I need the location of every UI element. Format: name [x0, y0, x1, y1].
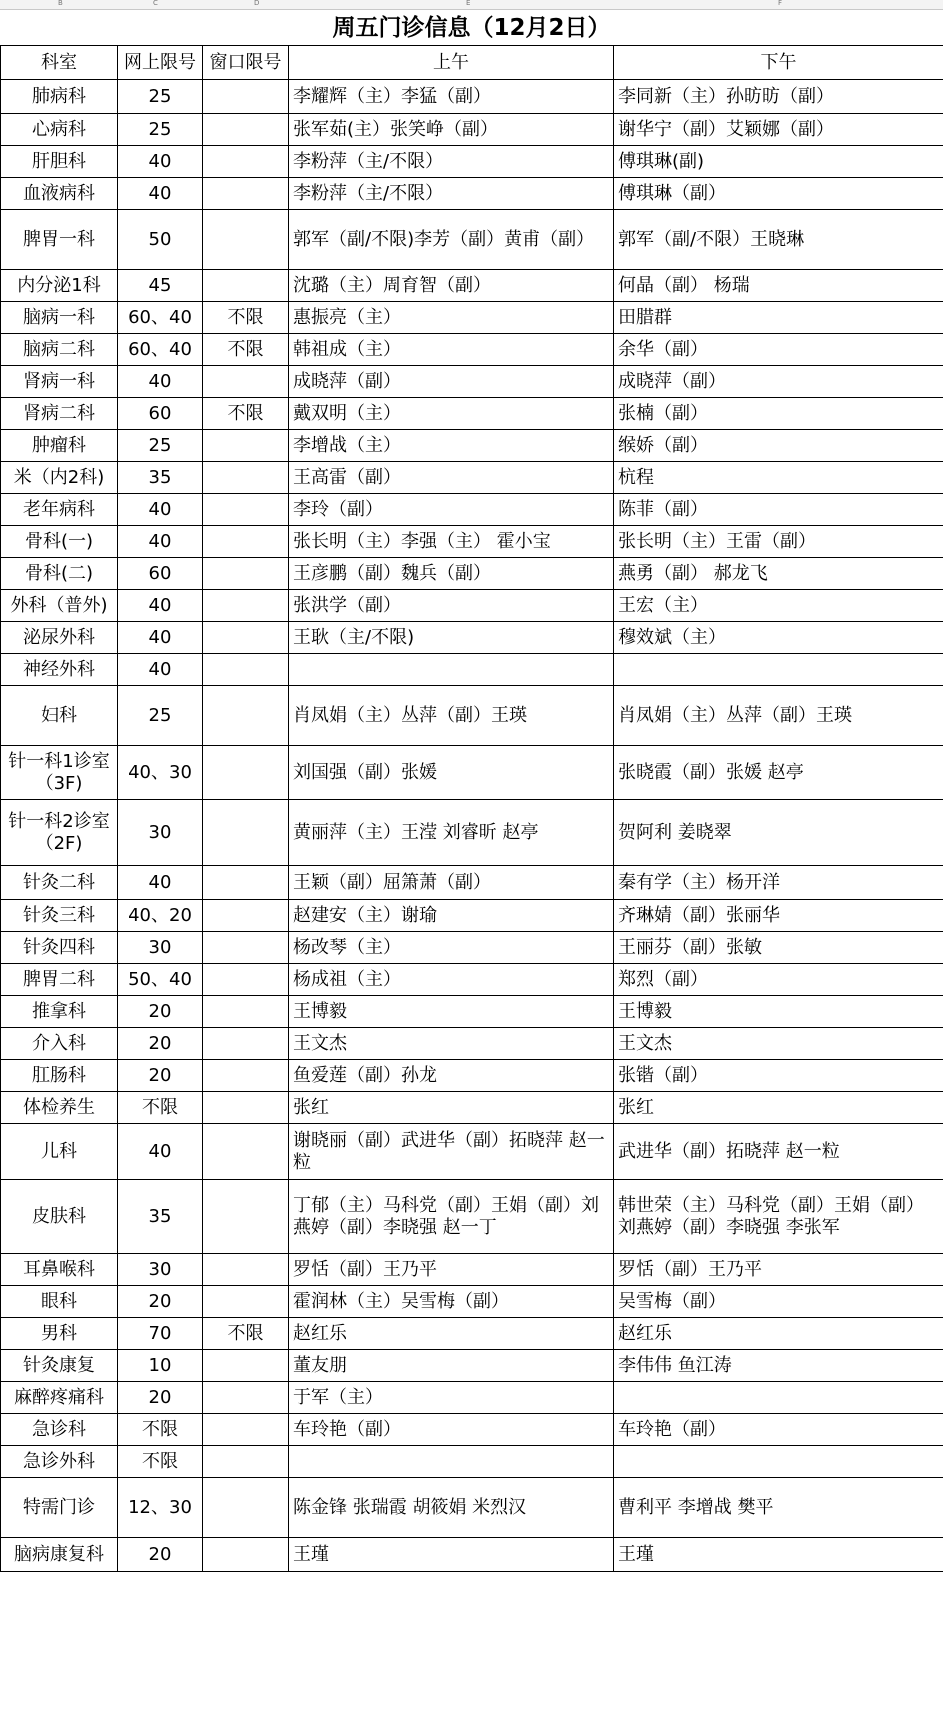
cell-window-limit[interactable]: [203, 1350, 289, 1382]
cell-afternoon[interactable]: 车玲艳（副）: [614, 1414, 943, 1446]
cell-afternoon[interactable]: 张晓霞（副）张媛 赵亭: [614, 746, 943, 800]
cell-online-limit[interactable]: 25: [118, 430, 203, 462]
cell-window-limit[interactable]: [203, 270, 289, 302]
cell-morning[interactable]: 车玲艳（副）: [289, 1414, 614, 1446]
cell-department[interactable]: 针一科2诊室（2F): [1, 800, 118, 866]
cell-morning[interactable]: 黄丽萍（主）王滢 刘睿昕 赵亭: [289, 800, 614, 866]
cell-department[interactable]: 针灸四科: [1, 932, 118, 964]
cell-online-limit[interactable]: 40: [118, 366, 203, 398]
cell-afternoon[interactable]: 张楠（副）: [614, 398, 943, 430]
table-row: [1, 1538, 943, 1572]
cell-department[interactable]: 老年病科: [1, 494, 118, 526]
cell-afternoon[interactable]: 燕勇（副） 郝龙飞: [614, 558, 943, 590]
cell-department[interactable]: 内分泌1科: [1, 270, 118, 302]
cell-afternoon[interactable]: 郭军（副/不限）王晓琳: [614, 210, 943, 270]
cell-window-limit[interactable]: [203, 494, 289, 526]
cell-afternoon[interactable]: 韩世荣（主）马科党（副）王娟（副）刘燕婷（副）李晓强 李张军: [614, 1180, 943, 1254]
cell-department[interactable]: 眼科: [1, 1286, 118, 1318]
cell-afternoon[interactable]: 贺阿利 姜晓翠: [614, 800, 943, 866]
table-row: [1, 590, 943, 622]
cell-window-limit[interactable]: [203, 1254, 289, 1286]
table-row: [1, 270, 943, 302]
cell-afternoon[interactable]: 傅琪琳（副）: [614, 178, 943, 210]
cell-afternoon[interactable]: 李伟伟 鱼江涛: [614, 1350, 943, 1382]
cell-department[interactable]: 介入科: [1, 1028, 118, 1060]
column-letter[interactable]: C: [153, 0, 158, 7]
cell-afternoon[interactable]: 谢华宁（副）艾颖娜（副）: [614, 114, 943, 146]
cell-window-limit[interactable]: 不限: [203, 398, 289, 430]
cell-window-limit[interactable]: [203, 1286, 289, 1318]
table-row: [1, 366, 943, 398]
cell-window-limit[interactable]: [203, 558, 289, 590]
cell-afternoon[interactable]: 田腊群: [614, 302, 943, 334]
cell-afternoon[interactable]: 武进华（副）拓晓萍 赵一粒: [614, 1124, 943, 1180]
cell-department[interactable]: 肿瘤科: [1, 430, 118, 462]
cell-online-limit[interactable]: 20: [118, 1538, 203, 1572]
cell-window-limit[interactable]: [203, 526, 289, 558]
cell-morning[interactable]: 王耿（主/不限): [289, 622, 614, 654]
cell-morning[interactable]: 李耀辉（主）李猛（副）: [289, 80, 614, 114]
table-row: [1, 494, 943, 526]
cell-department[interactable]: 针一科1诊室（3F): [1, 746, 118, 800]
cell-online-limit[interactable]: 40: [118, 494, 203, 526]
cell-window-limit[interactable]: 不限: [203, 1318, 289, 1350]
cell-morning[interactable]: 谢晓丽（副）武进华（副）拓晓萍 赵一粒: [289, 1124, 614, 1180]
cell-morning[interactable]: 张长明（主）李强（主） 霍小宝: [289, 526, 614, 558]
cell-afternoon[interactable]: 赵红乐: [614, 1318, 943, 1350]
table-row: [1, 1286, 943, 1318]
cell-morning[interactable]: 罗恬（副）王乃平: [289, 1254, 614, 1286]
cell-window-limit[interactable]: [203, 800, 289, 866]
cell-online-limit[interactable]: 20: [118, 1028, 203, 1060]
cell-morning[interactable]: 王彦鹏（副）魏兵（副）: [289, 558, 614, 590]
cell-morning[interactable]: 赵建安（主）谢瑜: [289, 900, 614, 932]
cell-department[interactable]: 肝胆科: [1, 146, 118, 178]
table-row: [1, 1414, 943, 1446]
cell-online-limit[interactable]: 不限: [118, 1446, 203, 1478]
cell-department[interactable]: 脑病康复科: [1, 1538, 118, 1572]
cell-window-limit[interactable]: [203, 654, 289, 686]
column-letter[interactable]: E: [466, 0, 471, 7]
cell-afternoon[interactable]: 余华（副）: [614, 334, 943, 366]
table-row: [1, 526, 943, 558]
column-letter[interactable]: F: [778, 0, 783, 7]
cell-afternoon[interactable]: 罗恬（副）王乃平: [614, 1254, 943, 1286]
cell-window-limit[interactable]: [203, 430, 289, 462]
cell-department[interactable]: 脾胃二科: [1, 964, 118, 996]
table-row: [1, 622, 943, 654]
table-row: [1, 1060, 943, 1092]
cell-morning[interactable]: 王文杰: [289, 1028, 614, 1060]
cell-online-limit[interactable]: 40: [118, 1124, 203, 1180]
cell-afternoon[interactable]: 傅琪琳(副): [614, 146, 943, 178]
table-row: [1, 302, 943, 334]
header-cell[interactable]: 窗口限号: [203, 46, 289, 80]
table-row: [1, 178, 943, 210]
cell-morning[interactable]: 李粉萍（主/不限）: [289, 146, 614, 178]
cell-morning[interactable]: [289, 1446, 614, 1478]
cell-online-limit[interactable]: 40: [118, 178, 203, 210]
cell-department[interactable]: 男科: [1, 1318, 118, 1350]
table-row: [1, 800, 943, 866]
cell-department[interactable]: 肺病科: [1, 80, 118, 114]
cell-morning[interactable]: 王瑾: [289, 1538, 614, 1572]
cell-afternoon[interactable]: [614, 1382, 943, 1414]
cell-afternoon[interactable]: 齐琳婧（副）张丽华: [614, 900, 943, 932]
cell-online-limit[interactable]: 30: [118, 932, 203, 964]
cell-online-limit[interactable]: 35: [118, 462, 203, 494]
cell-window-limit[interactable]: [203, 932, 289, 964]
cell-afternoon[interactable]: 王丽芬（副）张敏: [614, 932, 943, 964]
cell-afternoon[interactable]: 穆效斌（主）: [614, 622, 943, 654]
cell-afternoon[interactable]: 肖凤娟（主）丛萍（副）王瑛: [614, 686, 943, 746]
cell-online-limit[interactable]: 40: [118, 654, 203, 686]
cell-afternoon[interactable]: [614, 1446, 943, 1478]
table-row: [1, 334, 943, 366]
table-row: [1, 1180, 943, 1254]
cell-online-limit[interactable]: 10: [118, 1350, 203, 1382]
cell-window-limit[interactable]: [203, 366, 289, 398]
cell-department[interactable]: 急诊科: [1, 1414, 118, 1446]
cell-department[interactable]: 急诊外科: [1, 1446, 118, 1478]
cell-online-limit[interactable]: 40、30: [118, 746, 203, 800]
table-row: [1, 1092, 943, 1124]
cell-morning[interactable]: 董友朋: [289, 1350, 614, 1382]
cell-window-limit[interactable]: [203, 746, 289, 800]
cell-online-limit[interactable]: 20: [118, 1060, 203, 1092]
cell-window-limit[interactable]: [203, 622, 289, 654]
cell-department[interactable]: 外科（普外): [1, 590, 118, 622]
cell-online-limit[interactable]: 25: [118, 686, 203, 746]
table-row: [1, 866, 943, 900]
table-row: [1, 114, 943, 146]
table-row: [1, 146, 943, 178]
table-row: [1, 1446, 943, 1478]
cell-afternoon[interactable]: 张锴（副）: [614, 1060, 943, 1092]
cell-afternoon[interactable]: 成晓萍（副）: [614, 366, 943, 398]
cell-online-limit[interactable]: 25: [118, 114, 203, 146]
cell-window-limit[interactable]: [203, 1414, 289, 1446]
cell-afternoon[interactable]: 李同新（主）孙昉昉（副）: [614, 80, 943, 114]
cell-afternoon[interactable]: 张长明（主）王雷（副）: [614, 526, 943, 558]
cell-online-limit[interactable]: 不限: [118, 1092, 203, 1124]
cell-window-limit[interactable]: 不限: [203, 302, 289, 334]
cell-morning[interactable]: 王颖（副）屈箫萧（副）: [289, 866, 614, 900]
cell-afternoon[interactable]: 王瑾: [614, 1538, 943, 1572]
column-letter[interactable]: B: [58, 0, 63, 7]
cell-window-limit[interactable]: [203, 1028, 289, 1060]
cell-online-limit[interactable]: 40: [118, 866, 203, 900]
cell-online-limit[interactable]: 30: [118, 800, 203, 866]
table-row: [1, 80, 943, 114]
cell-morning[interactable]: 张红: [289, 1092, 614, 1124]
table-row: [1, 1382, 943, 1414]
cell-window-limit[interactable]: [203, 964, 289, 996]
column-letter[interactable]: D: [254, 0, 260, 7]
cell-window-limit[interactable]: [203, 1382, 289, 1414]
table-row: [1, 462, 943, 494]
cell-window-limit[interactable]: [203, 1060, 289, 1092]
cell-morning[interactable]: 刘国强（副）张媛: [289, 746, 614, 800]
cell-afternoon[interactable]: 王宏（主）: [614, 590, 943, 622]
cell-window-limit[interactable]: [203, 1446, 289, 1478]
table-row: [1, 932, 943, 964]
cell-afternoon[interactable]: 王博毅: [614, 996, 943, 1028]
cell-morning[interactable]: 韩祖成（主）: [289, 334, 614, 366]
cell-department[interactable]: 妇科: [1, 686, 118, 746]
cell-window-limit[interactable]: [203, 462, 289, 494]
cell-morning[interactable]: 王高雷（副）: [289, 462, 614, 494]
cell-online-limit[interactable]: 60、40: [118, 302, 203, 334]
header-cell[interactable]: 网上限号: [118, 46, 203, 80]
table-row: [1, 210, 943, 270]
cell-afternoon[interactable]: 张红: [614, 1092, 943, 1124]
table-row: [1, 654, 943, 686]
header-cell[interactable]: 科室: [1, 46, 118, 80]
cell-morning[interactable]: 惠振亮（主）: [289, 302, 614, 334]
cell-morning[interactable]: [289, 654, 614, 686]
cell-department[interactable]: 脾胃一科: [1, 210, 118, 270]
cell-online-limit[interactable]: 50: [118, 210, 203, 270]
cell-department[interactable]: 针灸二科: [1, 866, 118, 900]
cell-department[interactable]: 神经外科: [1, 654, 118, 686]
table-row: [1, 1254, 943, 1286]
cell-department[interactable]: 肛肠科: [1, 1060, 118, 1092]
cell-department[interactable]: 耳鼻喉科: [1, 1254, 118, 1286]
cell-afternoon[interactable]: 陈菲（副）: [614, 494, 943, 526]
table-row: [1, 746, 943, 800]
cell-online-limit[interactable]: 60: [118, 398, 203, 430]
cell-online-limit[interactable]: 20: [118, 1286, 203, 1318]
cell-department[interactable]: 针灸康复: [1, 1350, 118, 1382]
cell-online-limit[interactable]: 70: [118, 1318, 203, 1350]
cell-window-limit[interactable]: [203, 146, 289, 178]
cell-online-limit[interactable]: 60、40: [118, 334, 203, 366]
table-row: [1, 964, 943, 996]
cell-online-limit[interactable]: 30: [118, 1254, 203, 1286]
cell-window-limit[interactable]: [203, 210, 289, 270]
cell-morning[interactable]: 戴双明（主）: [289, 398, 614, 430]
cell-department[interactable]: 泌尿外科: [1, 622, 118, 654]
cell-morning[interactable]: 成晓萍（副）: [289, 366, 614, 398]
table-row: [1, 1350, 943, 1382]
cell-afternoon[interactable]: 杭程: [614, 462, 943, 494]
cell-morning[interactable]: 李玲（副）: [289, 494, 614, 526]
cell-online-limit[interactable]: 不限: [118, 1414, 203, 1446]
cell-morning[interactable]: 霍润林（主）吴雪梅（副）: [289, 1286, 614, 1318]
cell-department[interactable]: 肾病二科: [1, 398, 118, 430]
cell-morning[interactable]: 沈璐（主）周育智（副）: [289, 270, 614, 302]
table-row: [1, 1124, 943, 1180]
clinic-schedule-table: [0, 45, 943, 1572]
cell-department[interactable]: 骨科(二): [1, 558, 118, 590]
cell-window-limit[interactable]: [203, 80, 289, 114]
cell-morning[interactable]: 李粉萍（主/不限）: [289, 178, 614, 210]
cell-morning[interactable]: 张军茹(主）张笑峥（副）: [289, 114, 614, 146]
cell-afternoon[interactable]: 曹利平 李增战 樊平: [614, 1478, 943, 1538]
cell-online-limit[interactable]: 20: [118, 996, 203, 1028]
cell-window-limit[interactable]: [203, 1092, 289, 1124]
cell-department[interactable]: 米（内2科): [1, 462, 118, 494]
cell-window-limit[interactable]: [203, 1538, 289, 1572]
cell-online-limit[interactable]: 40、20: [118, 900, 203, 932]
cell-online-limit[interactable]: 35: [118, 1180, 203, 1254]
cell-morning[interactable]: 鱼爱莲（副）孙龙: [289, 1060, 614, 1092]
cell-afternoon[interactable]: [614, 654, 943, 686]
cell-window-limit[interactable]: [203, 178, 289, 210]
header-row: [1, 46, 943, 80]
cell-morning[interactable]: 李增战（主）: [289, 430, 614, 462]
cell-department[interactable]: 麻醉疼痛科: [1, 1382, 118, 1414]
cell-online-limit[interactable]: 40: [118, 146, 203, 178]
table-row: [1, 558, 943, 590]
cell-department[interactable]: 特需门诊: [1, 1478, 118, 1538]
cell-window-limit[interactable]: [203, 866, 289, 900]
cell-morning[interactable]: 赵红乐: [289, 1318, 614, 1350]
cell-online-limit[interactable]: 20: [118, 1382, 203, 1414]
cell-online-limit[interactable]: 60: [118, 558, 203, 590]
table-row: [1, 996, 943, 1028]
cell-department[interactable]: 体检养生: [1, 1092, 118, 1124]
cell-window-limit[interactable]: [203, 590, 289, 622]
sheet-title: 周五门诊信息（12月2日）: [0, 9, 943, 46]
cell-department[interactable]: 儿科: [1, 1124, 118, 1180]
table-row: [1, 398, 943, 430]
cell-afternoon[interactable]: 何晶（副） 杨瑞: [614, 270, 943, 302]
cell-online-limit[interactable]: 12、30: [118, 1478, 203, 1538]
cell-morning[interactable]: 于军（主）: [289, 1382, 614, 1414]
cell-morning[interactable]: 杨改琴（主）: [289, 932, 614, 964]
cell-department[interactable]: 皮肤科: [1, 1180, 118, 1254]
cell-afternoon[interactable]: 吴雪梅（副）: [614, 1286, 943, 1318]
cell-department[interactable]: 针灸三科: [1, 900, 118, 932]
cell-afternoon[interactable]: 郑烈（副）: [614, 964, 943, 996]
cell-morning[interactable]: 丁郁（主）马科党（副）王娟（副）刘燕婷（副）李晓强 赵一丁: [289, 1180, 614, 1254]
cell-morning[interactable]: 郭军（副/不限)李芳（副）黄甫（副）: [289, 210, 614, 270]
table-row: [1, 900, 943, 932]
table-row: [1, 686, 943, 746]
cell-morning[interactable]: 杨成祖（主）: [289, 964, 614, 996]
cell-online-limit[interactable]: 50、40: [118, 964, 203, 996]
cell-department[interactable]: 脑病二科: [1, 334, 118, 366]
table-row: [1, 1478, 943, 1538]
header-cell[interactable]: 上午: [289, 46, 614, 80]
cell-window-limit[interactable]: [203, 686, 289, 746]
cell-online-limit[interactable]: 40: [118, 526, 203, 558]
cell-department[interactable]: 脑病一科: [1, 302, 118, 334]
header-cell[interactable]: 下午: [614, 46, 943, 80]
cell-department[interactable]: 血液病科: [1, 178, 118, 210]
cell-online-limit[interactable]: 25: [118, 80, 203, 114]
cell-morning[interactable]: 王博毅: [289, 996, 614, 1028]
table-row: [1, 1028, 943, 1060]
cell-morning[interactable]: 张洪学（副）: [289, 590, 614, 622]
table-row: [1, 1318, 943, 1350]
cell-afternoon[interactable]: 秦有学（主）杨开洋: [614, 866, 943, 900]
cell-department[interactable]: 推拿科: [1, 996, 118, 1028]
cell-window-limit[interactable]: [203, 1124, 289, 1180]
cell-window-limit[interactable]: [203, 1478, 289, 1538]
cell-morning[interactable]: 陈金锋 张瑞霞 胡筱娟 米烈汉: [289, 1478, 614, 1538]
cell-afternoon[interactable]: 缑娇（副）: [614, 430, 943, 462]
cell-department[interactable]: 心病科: [1, 114, 118, 146]
cell-online-limit[interactable]: 40: [118, 622, 203, 654]
cell-online-limit[interactable]: 45: [118, 270, 203, 302]
cell-window-limit[interactable]: [203, 996, 289, 1028]
cell-window-limit[interactable]: 不限: [203, 334, 289, 366]
cell-online-limit[interactable]: 40: [118, 590, 203, 622]
cell-window-limit[interactable]: [203, 114, 289, 146]
table-row: [1, 430, 943, 462]
cell-window-limit[interactable]: [203, 900, 289, 932]
cell-afternoon[interactable]: 王文杰: [614, 1028, 943, 1060]
cell-morning[interactable]: 肖凤娟（主）丛萍（副）王瑛: [289, 686, 614, 746]
cell-window-limit[interactable]: [203, 1180, 289, 1254]
cell-department[interactable]: 肾病一科: [1, 366, 118, 398]
cell-department[interactable]: 骨科(一): [1, 526, 118, 558]
